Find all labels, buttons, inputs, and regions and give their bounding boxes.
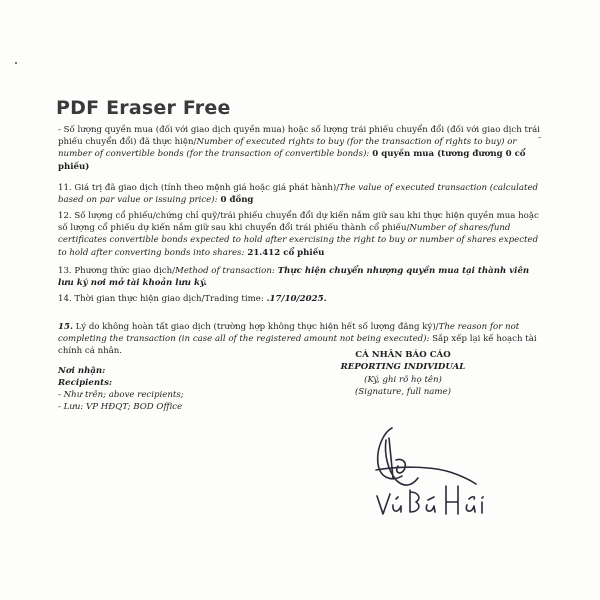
signature-stroke bbox=[466, 505, 475, 512]
recipients-label-vi: Nơi nhận: bbox=[58, 366, 106, 376]
item-executed-rights: - Số lượng quyền mua (đối với giao dịch quyền mua) hoặc số lượng trái phiếu chuyển đổi (đối với giao dịch trái phiếu chuyển đổi) đã thực hiện/Number of executed rights to buy (for the transaction of rights to buy) or number of convertible bonds (for the transaction of convertible bonds): 0 quyền mua (tương đương 0 cổ phiếu) bbox=[58, 125, 540, 172]
recipients-label-en: Recipients: bbox=[58, 378, 113, 388]
signature-stroke bbox=[446, 486, 458, 514]
watermark: PDF Eraser Free bbox=[56, 97, 231, 119]
signature-stroke bbox=[393, 505, 401, 512]
reporter-block bbox=[318, 349, 488, 399]
signature-stroke bbox=[376, 467, 476, 484]
signature-stroke bbox=[428, 497, 434, 500]
signature-stroke bbox=[385, 440, 418, 485]
reporter-title-en: REPORTING INDIVIDUAL bbox=[340, 362, 466, 373]
signature-stroke bbox=[378, 428, 402, 479]
signature-stroke bbox=[389, 438, 393, 478]
item-15: 15. Lý do không hoàn tất giao dịch (trường hợp không thực hiện hết số lượng đăng ký)/The reason for not completing the transaction (in case all of the registered amount not being executed): Sắp xếp lại kế hoạch tài chính cá nhân. bbox=[58, 322, 537, 357]
item-12: 12. Số lượng cổ phiếu/chứng chỉ quỹ/trái phiếu chuyển đổi dự kiến nắm giữ sau khi thực hiện quyền mua hoặc số lượng cổ phiếu dự kiến nắm giữ sau khi chuyển đổi trái phiếu thành cổ phiếu/Number of shares/fund certificates convertible bonds expected to hold after exercising the right to buy or number of shares expected to hold after converting bonds into shares: 21.412 cổ phiếu bbox=[58, 211, 539, 258]
signature-stroke bbox=[482, 497, 483, 513]
reporter-note-vi: (Ký, ghi rõ họ tên) bbox=[364, 374, 442, 385]
scan-speck bbox=[15, 62, 17, 64]
item-11: 11. Giá trị đã giao dịch (tính theo mệnh giá hoặc giá phát hành)/The value of executed transaction (calculated based on par value or issuing price): 0 đồng bbox=[58, 183, 539, 206]
reporter-note-en: (Signature, full name) bbox=[355, 387, 451, 398]
recipients-block bbox=[58, 365, 184, 413]
signature-stroke bbox=[396, 497, 398, 499]
recipient-line: - Như trên; above recipients; bbox=[58, 390, 184, 400]
reporter-title-vi: CÁ NHÂN BÁO CÁO bbox=[355, 350, 451, 360]
signature-stroke bbox=[469, 497, 475, 499]
recipient-line: - Lưu: VP HĐQT; BOD Office bbox=[58, 402, 183, 412]
item-13: 13. Phương thức giao dịch/Method of transaction: Thực hiện chuyển nhượng quyền mua tại thành viên lưu ký nơi mở tài khoản lưu ký. bbox=[58, 266, 530, 289]
signature-stroke bbox=[377, 494, 390, 514]
signature-stroke bbox=[410, 490, 419, 512]
item-14: 14. Thời gian thực hiện giao dịch/Trading time: .17/10/2025. bbox=[58, 294, 327, 304]
signature-stroke bbox=[426, 505, 435, 512]
signature-stroke bbox=[396, 459, 405, 472]
